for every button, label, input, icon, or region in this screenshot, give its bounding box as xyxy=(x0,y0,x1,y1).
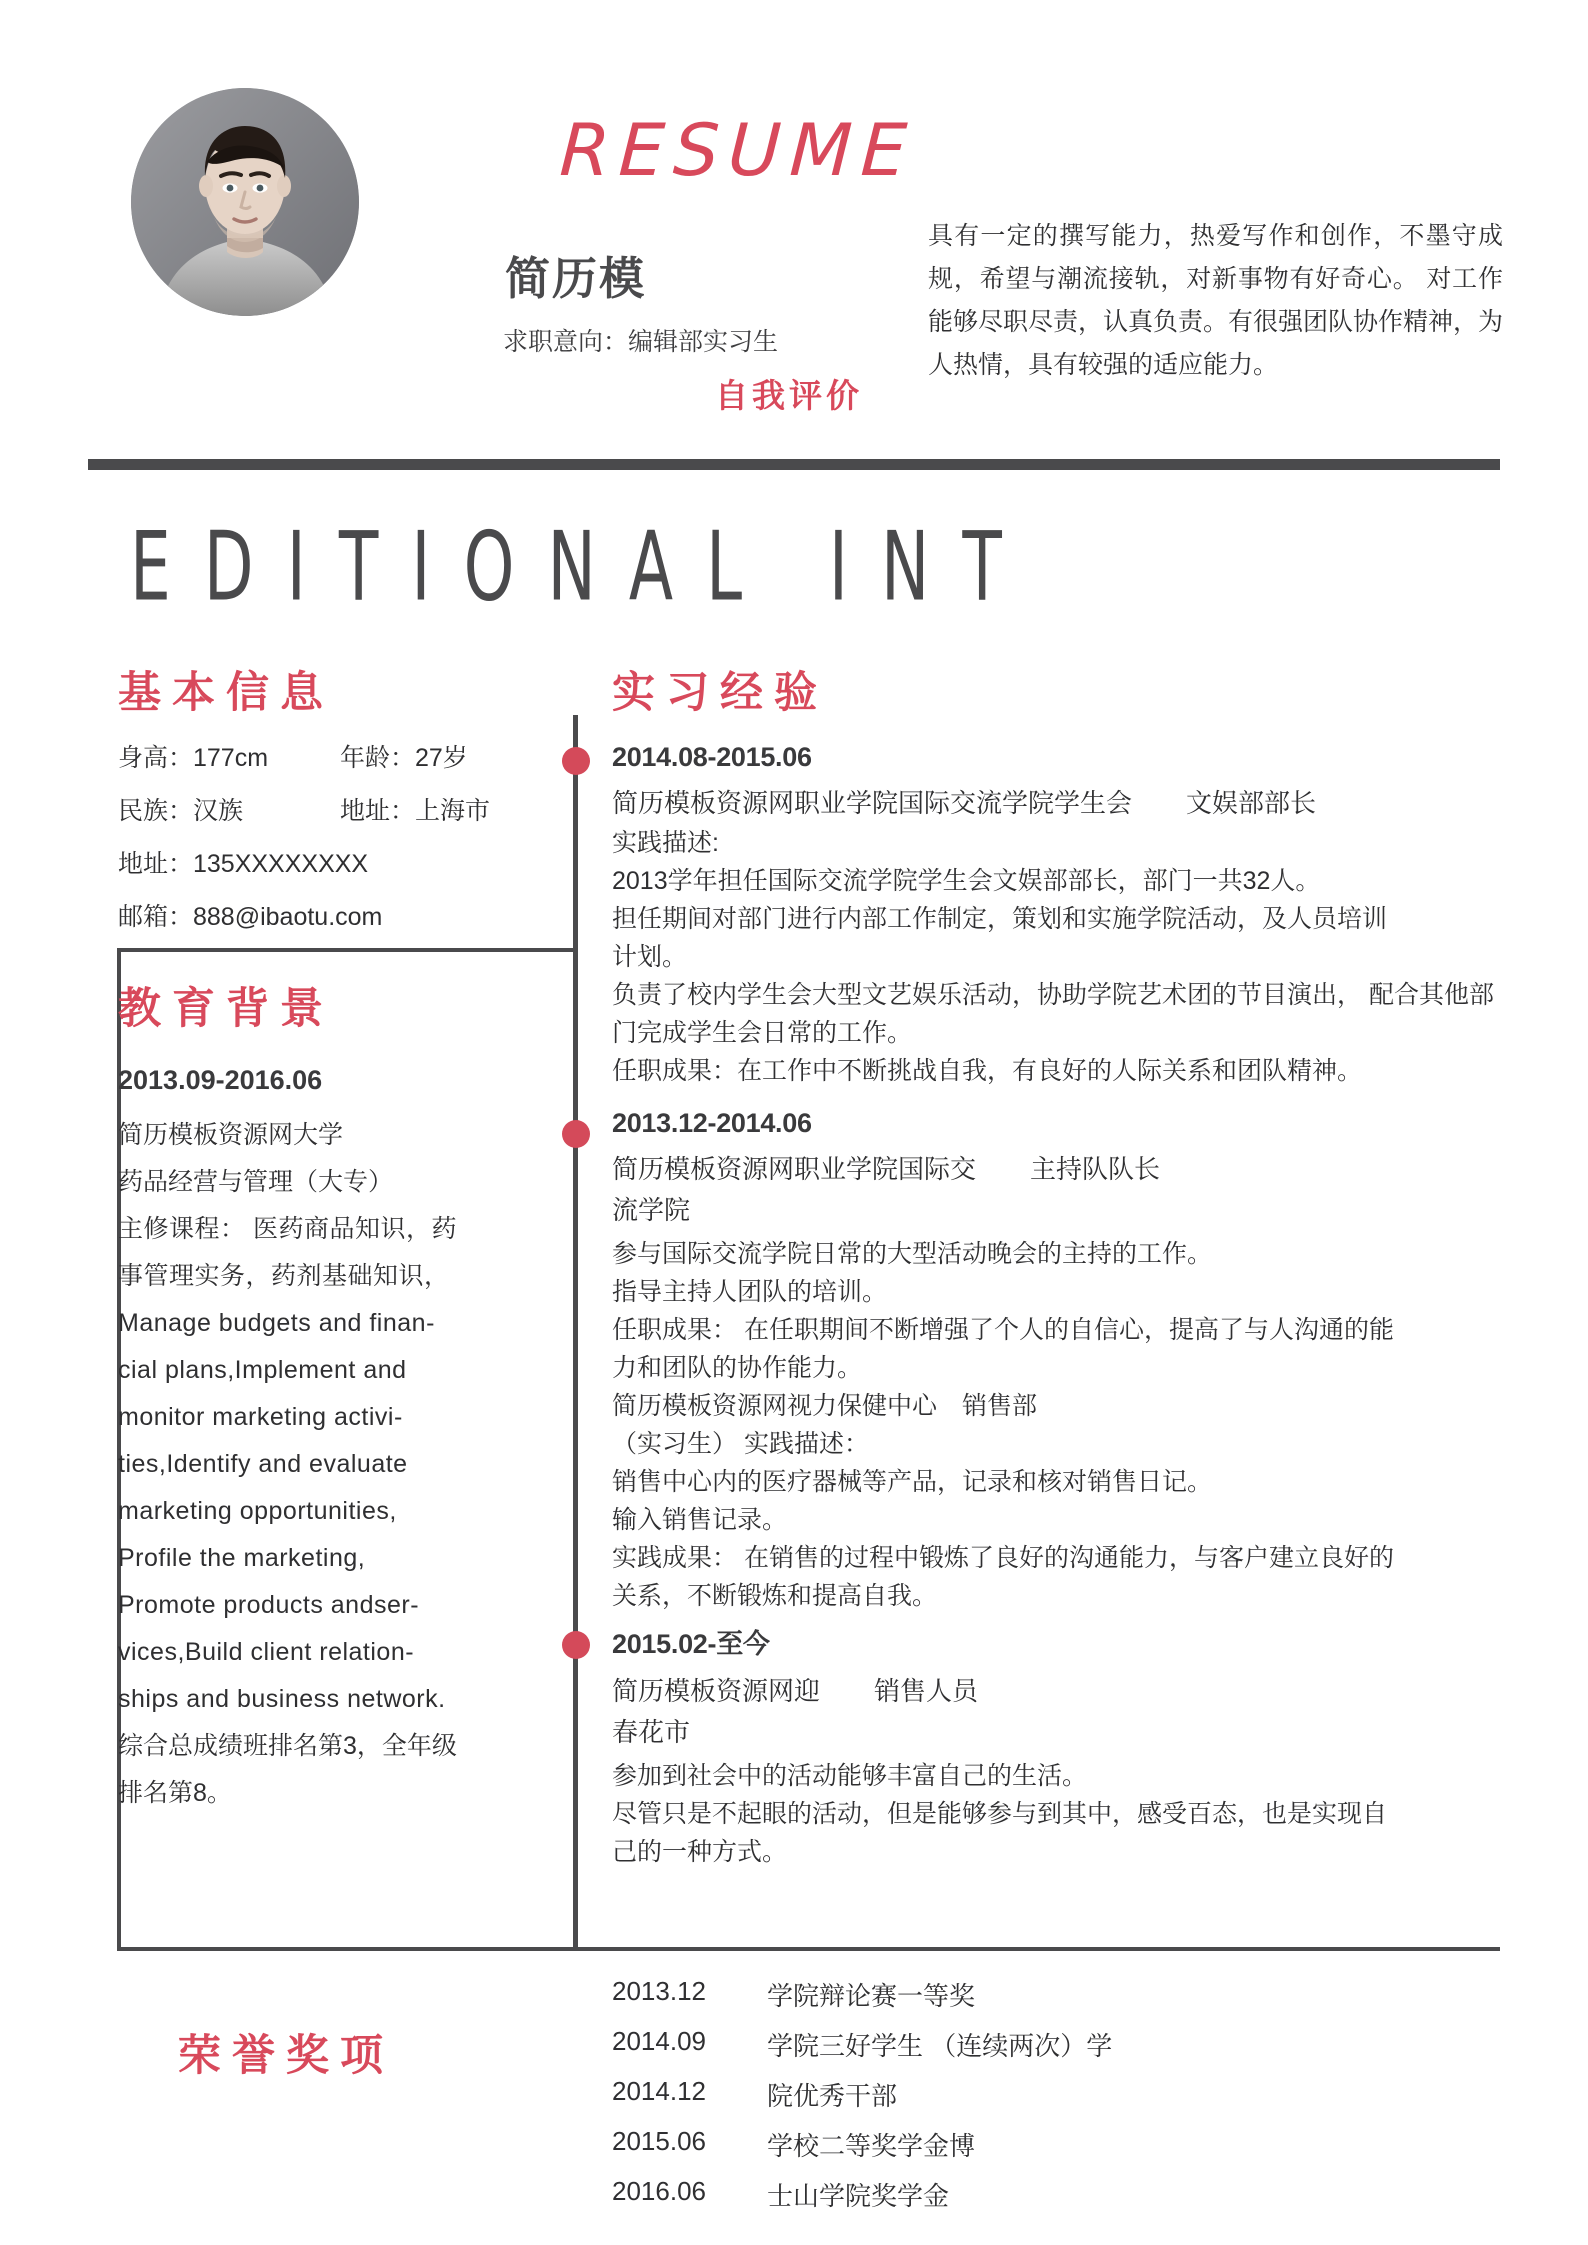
self-evaluation-body: 具有一定的撰写能力，热爱写作和创作，不墨守成规，希望与潮流接轨，对新事物有好奇心。 对工作能够尽职尽责，认真负责。有很强团队协作精神，为人热情，具有较强的适应能力。 xyxy=(928,222,1504,379)
experience-line: 计划。 xyxy=(612,943,688,971)
education-rank-line: 排名第8。 xyxy=(118,1779,232,1807)
award-year: 2014.09 xyxy=(612,2026,706,2056)
experience-line: 关系，不断锻炼和提高自我。 xyxy=(612,1582,938,1610)
info-phone: 地址：135XXXXXXXX xyxy=(118,850,369,878)
info-ethnicity: 民族：汉族 xyxy=(118,797,244,825)
experience-org: 简历模板资源网职业学院国际交流学院学生会 xyxy=(612,788,1133,818)
award-year: 2015.06 xyxy=(612,2126,706,2156)
experience-line: 负责了校内学生会大型文艺娱乐活动，协助学院艺术团的节目演出， 配合其他部 xyxy=(612,981,1494,1009)
info-height: 身高：177cm xyxy=(118,744,269,772)
experience-line: 门完成学生会日常的工作。 xyxy=(612,1019,913,1047)
award-text: 学校二等奖学金博 xyxy=(767,2131,976,2161)
award-text: 士山学院奖学金 xyxy=(767,2181,950,2211)
experience-date: 2013.12-2014.06 xyxy=(612,1108,812,1138)
experience-org-role xyxy=(612,1149,1502,1186)
job-objective: 求职意向：编辑部实习生 xyxy=(503,328,779,356)
experience-line: 尽管只是不起眼的活动，但是能够参与到其中，感受百态，也是实现自 xyxy=(612,1800,1388,1828)
section-title-experience: 实习经验 xyxy=(612,669,828,717)
timeline-dot xyxy=(562,1631,590,1659)
experience-date: 2014.08-2015.06 xyxy=(612,742,812,772)
education-course-line: vices,Build client relation- xyxy=(118,1638,415,1666)
experience-line: 力和团队的协作能力。 xyxy=(612,1354,863,1382)
education-course-line: marketing opportunities, xyxy=(118,1497,397,1525)
info-row xyxy=(118,738,538,774)
experience-line: 2013学年担任国际交流学院学生会文娱部部长，部门一共32人。 xyxy=(612,867,1321,895)
experience-line: 实践描述: xyxy=(612,829,719,857)
experience-org-role xyxy=(612,783,1502,820)
education-course-line: cial plans,Implement and xyxy=(118,1356,407,1384)
section-title-basic-info: 基本信息 xyxy=(118,669,334,717)
resume-title: RESUME xyxy=(557,108,918,192)
timeline-dot xyxy=(562,747,590,775)
resume-header xyxy=(0,0,1588,470)
timeline-dot xyxy=(562,1120,590,1148)
experience-entry xyxy=(612,742,1502,1090)
section-title-education: 教育背景 xyxy=(118,985,334,1033)
experience-date: 2015.02-至今 xyxy=(612,1629,770,1659)
education-course-line: 主修课程： 医药商品知识，药 xyxy=(118,1215,457,1243)
timeline-rule xyxy=(573,715,578,1950)
award-year: 2016.06 xyxy=(612,2176,706,2206)
info-age: 年龄：27岁 xyxy=(340,744,468,772)
experience-line: 参与国际交流学院日常的大型活动晚会的主持的工作。 xyxy=(612,1240,1213,1268)
experience-role: 文娱部部长 xyxy=(1186,788,1317,818)
education-date: 2013.09-2016.06 xyxy=(118,1065,323,1095)
education-course-line: Promote products andser- xyxy=(118,1591,420,1619)
experience-org-role xyxy=(612,1671,1502,1708)
education-course-line: ships and business network. xyxy=(118,1685,446,1713)
bottom-rule xyxy=(117,1947,1500,1951)
awards-list xyxy=(612,1976,1112,2226)
experience-line: 参加到社会中的活动能够丰富自己的生活。 xyxy=(612,1762,1088,1790)
award-row xyxy=(612,2076,1112,2113)
education-school: 简历模板资源网大学 xyxy=(118,1121,344,1149)
experience-entry xyxy=(612,1108,1502,1615)
experience-role: 主持队队长 xyxy=(1030,1154,1161,1184)
award-row xyxy=(612,2176,1112,2213)
section-title-awards: 荣誉奖项 xyxy=(178,2032,394,2080)
education-course-line: Manage budgets and finan- xyxy=(118,1309,435,1337)
experience-role: 销售人员 xyxy=(874,1676,979,1706)
experience-line: 担任期间对部门进行内部工作制定，策划和实施学院活动，及人员培训 xyxy=(612,905,1388,933)
experience-org-second-line: 流学院 xyxy=(612,1195,691,1225)
experience-org: 简历模板资源网职业学院国际交 xyxy=(612,1154,977,1184)
basic-info-list xyxy=(118,738,538,950)
award-text: 院优秀干部 xyxy=(767,2081,898,2111)
experience-line: 指导主持人团队的培训。 xyxy=(612,1278,888,1306)
award-text: 学院三好学生 （连续两次）学 xyxy=(767,2031,1113,2061)
education-course-line: ties,Identify and evaluate xyxy=(118,1450,408,1478)
experience-org: 简历模板资源网迎 xyxy=(612,1676,821,1706)
experience-org-second-line: 春花市 xyxy=(612,1717,691,1747)
award-year: 2014.12 xyxy=(612,2076,706,2106)
education-course-line: monitor marketing activi- xyxy=(118,1403,403,1431)
education-course-line: Profile the marketing, xyxy=(118,1544,366,1572)
experience-line: （实习生） 实践描述： xyxy=(612,1430,869,1458)
experience-line: 销售中心内的医疗器械等产品，记录和核对销售日记。 xyxy=(612,1468,1213,1496)
self-evaluation-title: 自我评价 xyxy=(715,377,863,414)
experience-line: 简历模板资源网视力保健中心 销售部 xyxy=(612,1392,1038,1420)
education-course-line: 事管理实务，药剂基础知识， xyxy=(118,1262,450,1290)
experience-line: 实践成果： 在销售的过程中锻炼了良好的沟通能力，与客户建立良好的 xyxy=(612,1544,1394,1572)
award-row xyxy=(612,2126,1112,2163)
education-major: 药品经营与管理（大专） xyxy=(118,1168,394,1196)
experience-line: 任职成果：在工作中不断挑战自我，有良好的人际关系和团队精神。 xyxy=(612,1057,1363,1085)
candidate-name: 简历模 xyxy=(505,253,647,304)
education-body xyxy=(118,1112,532,1817)
info-email: 邮箱：888@ibaotu.com xyxy=(118,903,383,931)
award-row xyxy=(612,2026,1112,2063)
experience-line: 任职成果： 在任职期间不断增强了个人的自信心，提高了与人沟通的能 xyxy=(612,1316,1394,1344)
info-city: 地址：上海市 xyxy=(340,797,491,825)
experience-line: 己的一种方式。 xyxy=(612,1838,788,1866)
education-rank-line: 综合总成绩班排名第3，全年级 xyxy=(118,1732,457,1760)
award-row xyxy=(612,1976,1112,2013)
award-year: 2013.12 xyxy=(612,1976,706,2006)
header-divider xyxy=(88,459,1500,470)
experience-entry xyxy=(612,1622,1502,1871)
avatar xyxy=(131,88,359,316)
experience-line: 输入销售记录。 xyxy=(612,1506,788,1534)
banner-heading: EDITIONAL INT xyxy=(130,513,1035,623)
award-text: 学院辩论赛一等奖 xyxy=(767,1981,976,2011)
info-row xyxy=(118,791,538,827)
